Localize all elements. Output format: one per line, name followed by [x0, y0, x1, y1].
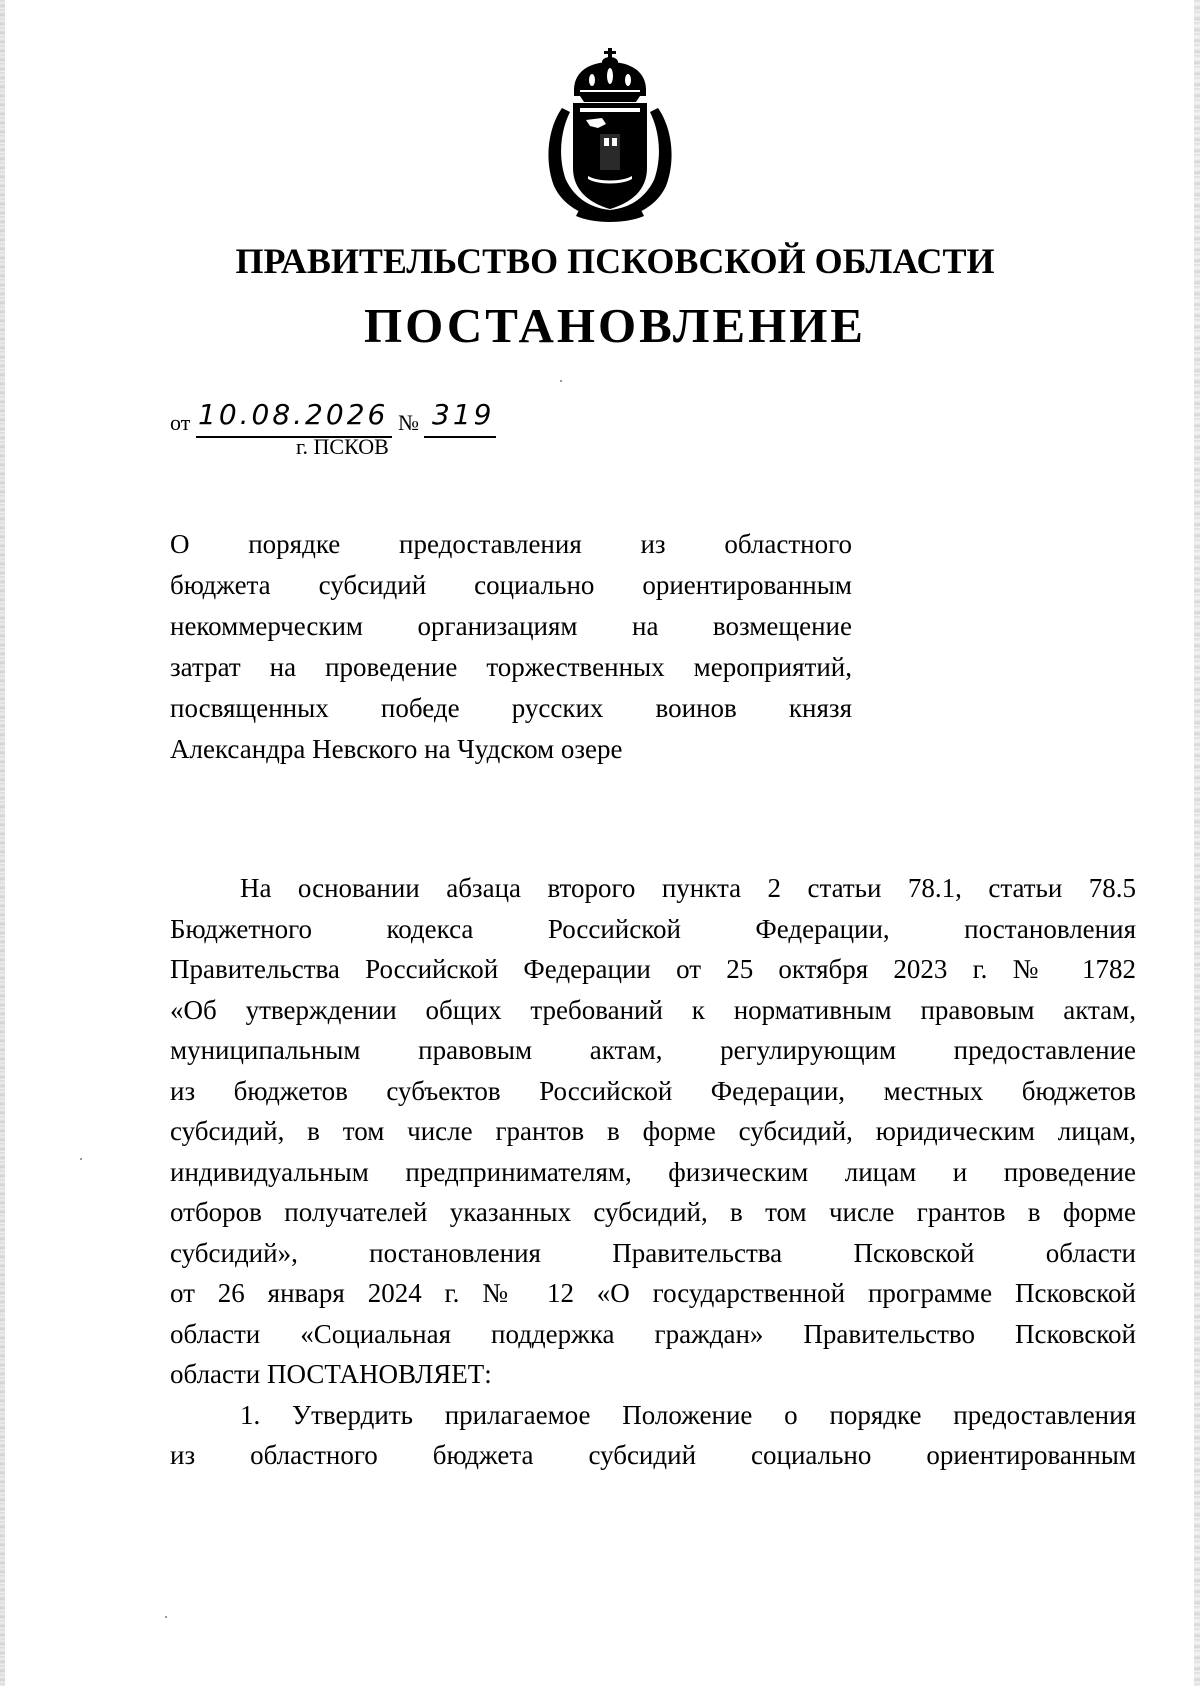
body-line: «Об утверждении общих требований к нормативным правовым актам,: [170, 994, 1136, 1025]
coat-of-arms-emblem: [540, 48, 680, 223]
body-line: субсидий, в том числе грантов в форме субсидий, юридическим лицам,: [170, 1116, 1136, 1146]
date-prefix: от: [170, 410, 191, 435]
subject-line: некоммерческим организациям на возмещение: [170, 611, 852, 641]
government-title: ПРАВИТЕЛЬСТВО ПСКОВСКОЙ ОБЛАСТИ: [235, 241, 995, 281]
number-underline: [424, 436, 496, 438]
body-line: области «Социальная поддержка граждан» Правительство Псковской: [170, 1318, 1136, 1349]
subject-line: посвященных победе русских воинов князя: [170, 693, 852, 723]
scan-speck: [80, 1158, 82, 1160]
body-line: отборов получателей указанных субсидий, в том числе грантов в форме: [170, 1197, 1136, 1227]
scan-speck: [560, 380, 562, 382]
number-prefix: №: [398, 410, 419, 435]
body-line: субсидий», постановления Правительства Псковской области: [170, 1237, 1136, 1268]
body-line: области ПОСТАНОВЛЯЕТ:: [170, 1359, 492, 1389]
document-body: [170, 868, 1136, 1476]
document-type-heading: ПОСТАНОВЛЕНИЕ: [364, 298, 866, 353]
body-line: Бюджетного кодекса Российской Федерации, постановления: [170, 913, 1136, 944]
body-line: муниципальным правовым актам, регулирующим предоставление: [170, 1035, 1136, 1065]
handwritten-number: 319: [432, 398, 495, 431]
handwritten-date: 10.08.2026: [198, 398, 389, 431]
body-line: из областного бюджета субсидий социально ориентированным: [170, 1440, 1136, 1470]
body-line: 1. Утвердить прилагаемое Положение о порядке предоставления: [240, 1399, 1136, 1430]
body-line: индивидуальным предпринимателям, физическим лицам и проведение: [170, 1156, 1136, 1187]
subject-line: О порядке предоставления из областного: [170, 529, 852, 559]
scan-speck: [165, 1616, 167, 1618]
body-line: от 26 января 2024 г. № 12 «О государственной программе Псковской: [170, 1278, 1136, 1308]
body-line: На основании абзаца второго пункта 2 статьи 78.1, статьи 78.5: [240, 873, 1136, 903]
subject-line: бюджета субсидий социально ориентированным: [170, 570, 852, 600]
body-line: Правительства Российской Федерации от 25 октября 2023 г. № 1782: [170, 954, 1136, 984]
document-subject: [170, 524, 852, 770]
city-label: г. ПСКОВ: [296, 434, 389, 459]
body-line: из бюджетов субъектов Российской Федерации, местных бюджетов: [170, 1075, 1136, 1106]
subject-line: Александра Невского на Чудском озере: [170, 734, 623, 764]
subject-line: затрат на проведение торжественных мероприятий,: [170, 652, 852, 682]
